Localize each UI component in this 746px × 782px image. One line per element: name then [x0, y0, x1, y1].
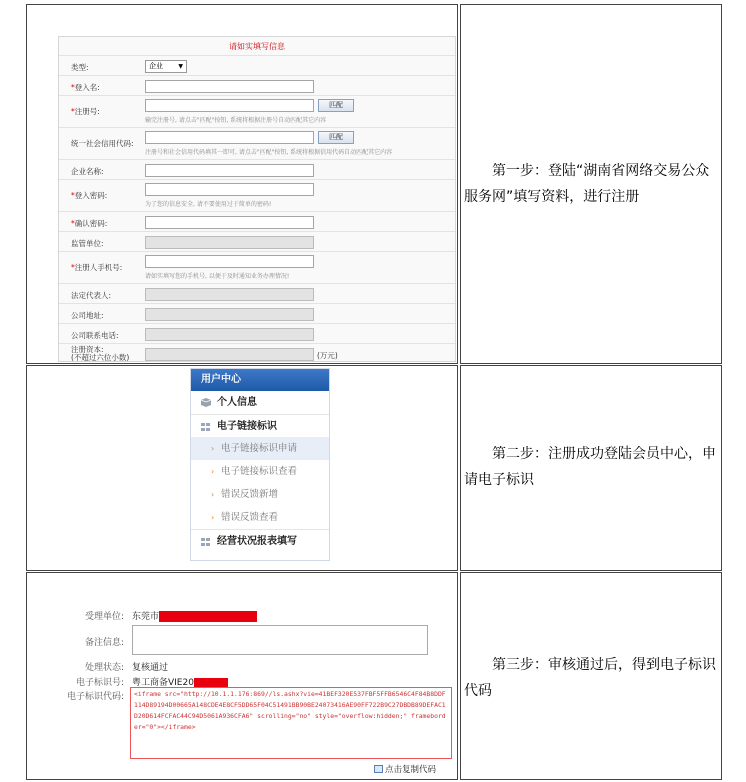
menu-item-view[interactable] [191, 460, 329, 483]
code-box[interactable]: <iframe src="http://10.1.1.176:869//ls.ashx?vie=41BEF320E537FBF5FFB6546C4F84B8DDF114D89194D00665A148CDE4E8CF5DD65F04C51491BB90BE24073416AE90FF722B9C27DBDB89DEFAC1D20D614FCFAC44C94D5061A936CFA6" scrolling="no" style="overflow:hidden;" frameborder="0"></iframe> [130, 687, 452, 759]
tel-label: 公司联系电话: [71, 331, 119, 340]
capital-input [145, 348, 314, 361]
step3-description: 第三步：审核通过后，得到电子标识代码 [464, 657, 716, 699]
row-legal [59, 283, 456, 303]
row-password: *登入密码: 为了您的信息安全, 请不要使用过于简单的密码! [59, 179, 456, 211]
match-button-credit[interactable]: 匹配 [318, 131, 354, 144]
grid-icon [201, 538, 210, 546]
password-label: 登入密码: [74, 191, 108, 200]
row-company [59, 159, 456, 179]
type-value: 企业 [149, 62, 163, 70]
row-supervisor [59, 231, 456, 251]
password-hint: 为了您的信息安全, 请不要使用过于简单的密码! [145, 201, 272, 208]
reg-label: 注册号: [74, 107, 100, 116]
menu-section-report[interactable] [191, 529, 329, 552]
menu-item-apply[interactable] [191, 437, 329, 460]
unit-label: 受理单位: [84, 612, 124, 622]
user-center-menu [190, 368, 330, 561]
row-tel [59, 323, 456, 343]
capital-note: (不超过六位小数) [71, 353, 130, 362]
type-label: 类型: [71, 63, 89, 72]
row-credit [59, 127, 456, 159]
login-name-input[interactable] [145, 80, 314, 93]
row-address [59, 303, 456, 323]
chevron-right-icon: › [211, 467, 215, 476]
company-name-input[interactable] [145, 164, 314, 177]
supervisor-label: 监管单位: [71, 239, 104, 248]
row-reg: *注册号: 匹配 输完注册号, 请点击"匹配"按钮, 系统将根据注册号自动匹配其它内容 [59, 95, 456, 127]
redaction-block [159, 611, 257, 622]
credit-hint: 注册号和社会信用代码填其一即可, 请点击"匹配"按钮, 系统将根据信用代码自动匹配其它内容 [145, 149, 393, 156]
grid-icon [201, 423, 210, 431]
menu-personal-info[interactable] [191, 391, 329, 414]
capital-label: 注册资本: [71, 345, 104, 354]
menu-item-label: 错误反馈查看 [221, 512, 279, 523]
menu-header: 用户中心 [191, 369, 329, 391]
status-value: 复核通过 [132, 663, 169, 673]
chevron-right-icon: › [211, 490, 215, 499]
tel-input [145, 328, 314, 341]
copy-label: 点击复制代码 [385, 765, 437, 775]
copy-code-button[interactable] [374, 763, 436, 775]
capital-unit: (万元) [317, 351, 338, 360]
chevron-right-icon: › [211, 444, 215, 453]
row-phone: *注册人手机号: 请如实填写您的手机号, 以便于及时通知业务办理情况! [59, 251, 456, 283]
menu-item-label: 电子链接标识查看 [221, 466, 298, 477]
match-button[interactable]: 匹配 [318, 99, 354, 112]
redaction-block [194, 678, 228, 688]
phone-input[interactable] [145, 255, 314, 268]
id-label: 电子标识号: [75, 678, 124, 688]
step1-description: 第一步：登陆“湖南省网络交易公众服务网”填写资料，进行注册 [464, 163, 710, 205]
section-label: 电子链接标识 [217, 421, 277, 432]
address-label: 公司地址: [71, 311, 104, 320]
form-header: 请如实填写信息 [229, 42, 285, 51]
reg-hint: 输完注册号, 请点击"匹配"按钮, 系统将根据注册号自动匹配其它内容 [145, 117, 327, 124]
status-label: 处理状态: [84, 663, 124, 673]
menu-item-error-view[interactable] [191, 506, 329, 529]
credit-label: 统一社会信用代码: [71, 139, 134, 148]
menu-item-error-add[interactable] [191, 483, 329, 506]
personal-label: 个人信息 [217, 397, 257, 408]
step2-description: 第二步：注册成功登陆会员中心，申请电子标识 [464, 446, 716, 488]
code-label: 电子标识代码: [66, 692, 124, 702]
copy-icon [374, 765, 383, 773]
note-textarea[interactable] [132, 625, 428, 655]
row-type [59, 55, 456, 75]
menu-item-label: 错误反馈新增 [221, 489, 279, 500]
row-capital [59, 343, 456, 362]
box-icon [201, 398, 211, 407]
unit-value: 东莞市 [132, 612, 160, 622]
confirm-password-input[interactable] [145, 216, 314, 229]
section2-label: 经营状况报表填写 [217, 536, 297, 547]
row-login: *登入名: [59, 75, 456, 95]
legal-rep-input [145, 288, 314, 301]
menu-item-label: 电子链接标识申请 [221, 443, 298, 454]
address-input [145, 308, 314, 321]
reg-number-input[interactable] [145, 99, 314, 112]
dropdown-arrow-icon: ▼ [178, 63, 183, 70]
menu-section-elink[interactable] [191, 414, 329, 437]
supervisor-input [145, 236, 314, 249]
confirm-label: 确认密码: [74, 219, 108, 228]
id-value: 粤工商备VIE20 [132, 678, 194, 688]
chevron-right-icon: › [211, 513, 215, 522]
type-select[interactable] [145, 60, 187, 73]
login-label: 登入名: [74, 83, 100, 92]
registration-form [58, 36, 456, 362]
phone-label: 注册人手机号: [74, 263, 123, 272]
phone-hint: 请如实填写您的手机号, 以便于及时通知业务办理情况! [145, 273, 290, 280]
credit-code-input[interactable] [145, 131, 314, 144]
password-input[interactable] [145, 183, 314, 196]
legal-label: 法定代表人: [71, 291, 112, 300]
note-label: 备注信息: [84, 638, 124, 648]
company-label: 企业名称: [71, 167, 104, 176]
row-confirm: *确认密码: [59, 211, 456, 231]
